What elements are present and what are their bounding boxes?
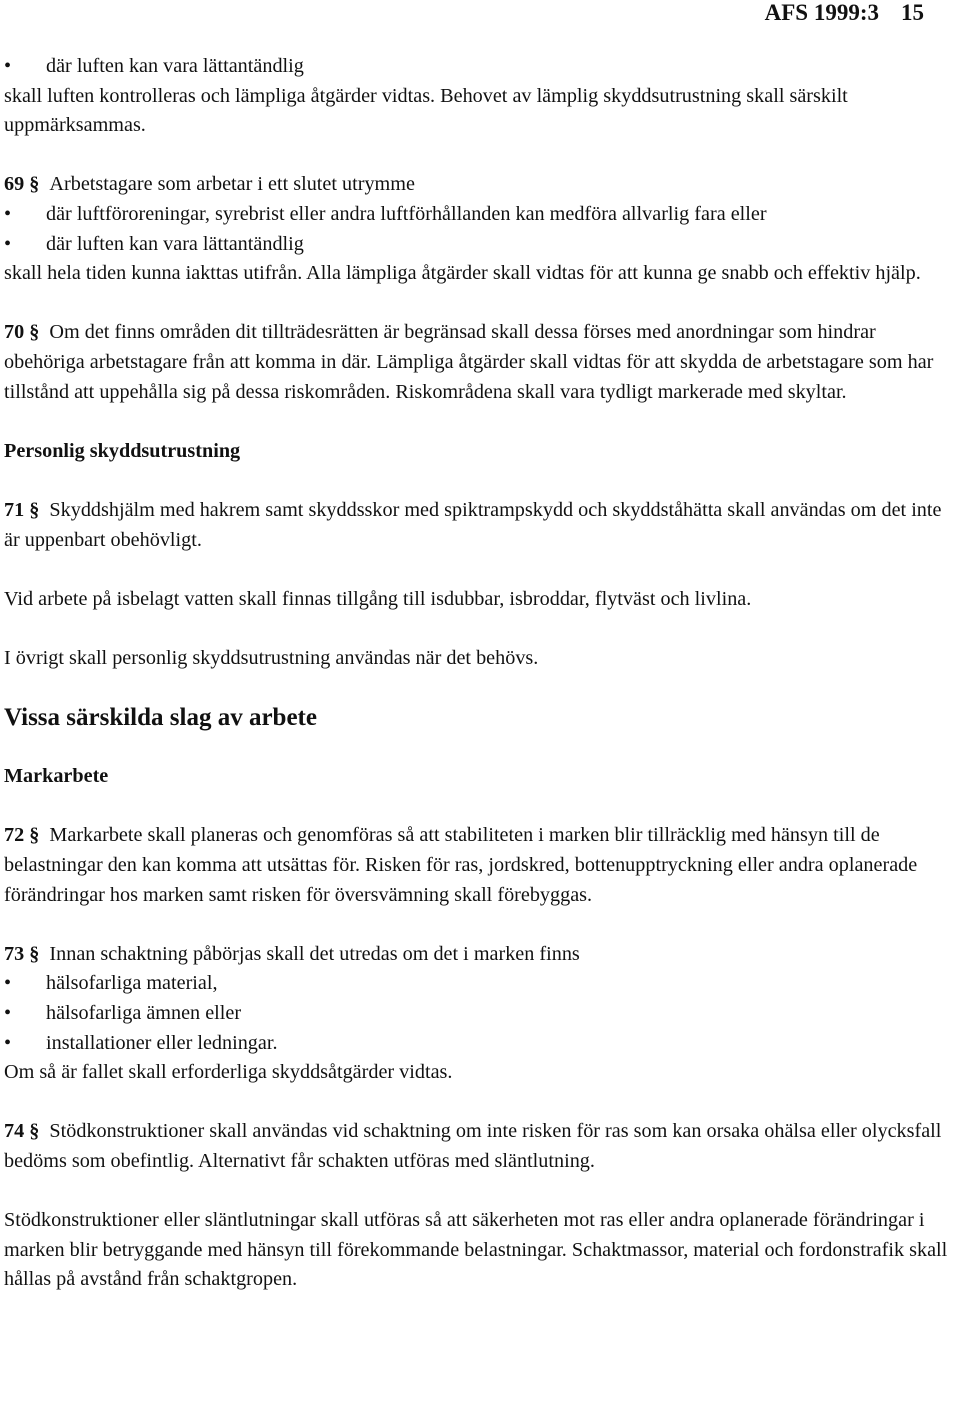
bullet-item: [4, 999, 958, 1029]
bullet-item: [4, 1029, 958, 1059]
section-icon: §: [29, 942, 40, 965]
paragraph-number: 71: [4, 498, 25, 521]
bullet-text: hälsofarliga ämnen eller: [46, 1002, 242, 1024]
bullet-icon: •: [4, 972, 12, 995]
section-icon: §: [29, 173, 40, 196]
paragraph-text: Stödkonstruktioner skall användas vid schaktning om inte risken för ras som kan orsaka ohälsa eller olycksfall bedöms som obefintlig. Alternativt får schakten utföras med släntlutning.: [4, 1120, 942, 1172]
page-header: [765, 0, 924, 26]
paragraph-74: [4, 1117, 958, 1176]
ice-work-text: Vid arbete på isbelagt vatten skall finnas tillgång till isdubbar, isbroddar, flytväst och livlina.: [4, 587, 752, 610]
bullet-item: [4, 200, 958, 230]
paragraph-71: [4, 496, 958, 555]
section-icon: §: [29, 321, 40, 344]
document-body: [4, 52, 958, 1295]
section-icon: §: [29, 824, 40, 847]
document-id: AFS 1999:3: [764, 0, 879, 25]
page-number: 15: [901, 0, 924, 25]
bullet-item: [4, 52, 958, 82]
bullet-item: [4, 230, 958, 260]
paragraph-number: 70: [4, 321, 25, 344]
bullet-item: [4, 969, 958, 999]
bullet-text: där luften kan vara lättantändlig: [46, 55, 304, 77]
paragraph-69: [4, 170, 958, 200]
paragraph-text: Markarbete skall planeras och genomföras så att stabiliteten i marken blir tillräcklig med hänsyn till de belastningar den kan komma att utsättas för. Risken för ras, jordskred, bottenupptryckning eller andra oplanerade förändringar hos marken samt risken för översvämning skall förebyggas.: [4, 824, 918, 906]
paragraph-number: 74: [4, 1120, 25, 1143]
paragraph-text: Om det finns områden dit tillträdesrätten är begränsad skall dessa förses med anordningar som hindrar obehöriga arbetstagare från att komma in där. Lämpliga åtgärder skall vidtas för att skydda de arbetstagare som har tillstånd att uppehålla sig på dessa riskområden. Riskområdena skall vara tydligt markerade med skyltar.: [4, 321, 934, 403]
paragraph-lead: Arbetstagare som arbetar i ett slutet utrymme: [49, 173, 415, 196]
section-heading: Personlig skyddsutrustning: [4, 439, 241, 462]
bullet-icon: •: [4, 1002, 12, 1024]
bullet-icon: •: [4, 202, 12, 225]
bullet-text: där luften kan vara lättantändlig: [46, 232, 304, 255]
paragraph-tail: Om så är fallet skall erforderliga skyddsåtgärder vidtas.: [4, 1061, 453, 1084]
section-heading: Markarbete: [4, 765, 109, 788]
section-icon: §: [29, 1120, 40, 1143]
paragraph-number: 69: [4, 173, 25, 196]
bullet-text: hälsofarliga material,: [46, 972, 218, 995]
section-icon: §: [29, 498, 40, 521]
paragraph-73: [4, 940, 958, 970]
bullet-text: installationer eller ledningar.: [46, 1031, 278, 1054]
paragraph-number: 73: [4, 942, 25, 965]
bullet-icon: •: [4, 232, 12, 255]
paragraph-text: Skyddshjälm med hakrem samt skyddsskor med spiktrampskydd och skyddståhätta skall användas om det inte är uppenbart obehövligt.: [4, 498, 942, 551]
bullet-text: där luftföroreningar, syrebrist eller andra luftförhållanden kan medföra allvarlig fara eller: [46, 202, 767, 225]
intro-text: skall luften kontrolleras och lämpliga åtgärder vidtas. Behovet av lämplig skyddsutrustning skall särskilt uppmärksammas.: [4, 84, 848, 137]
bullet-icon: •: [4, 1031, 12, 1054]
paragraph-tail: skall hela tiden kunna iakttas utifrån. Alla lämpliga åtgärder skall vidtas för att kunna ge snabb och effektiv hjälp.: [4, 262, 921, 285]
ppe-other-text: I övrigt skall personlig skyddsutrustning användas när det behövs.: [4, 646, 539, 669]
bullet-icon: •: [4, 55, 12, 77]
paragraph-lead: Innan schaktning påbörjas skall det utredas om det i marken finns: [49, 942, 580, 965]
paragraph-70: [4, 318, 958, 407]
paragraph-72: [4, 821, 958, 910]
paragraph-number: 72: [4, 824, 25, 847]
supports-text: Stödkonstruktioner eller släntlutningar skall utföras så att säkerheten mot ras eller andra oplanerade förändringar i marken blir betryggande med hänsyn till förekommande belastningar. Schaktmassor, material och fordonstrafik skall hållas på avstånd från schaktgropen.: [4, 1209, 948, 1291]
chapter-heading: Vissa särskilda slag av arbete: [4, 704, 317, 732]
